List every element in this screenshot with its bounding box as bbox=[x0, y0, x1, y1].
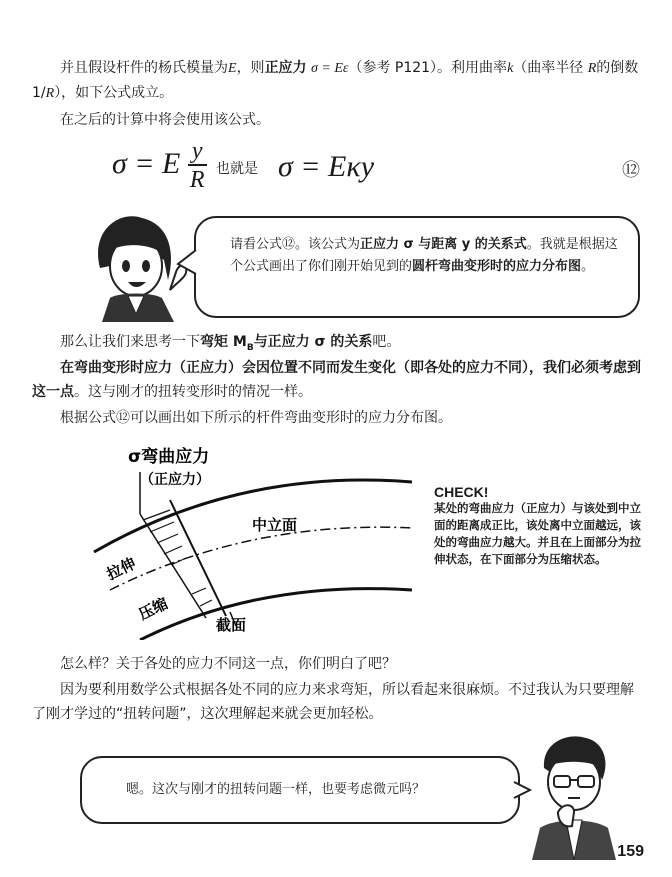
section-line bbox=[170, 500, 226, 616]
symbol-e: E bbox=[228, 61, 237, 76]
symbol-r: R bbox=[45, 86, 55, 101]
stress-distribution-diagram bbox=[60, 440, 420, 640]
student-illustration bbox=[524, 732, 620, 860]
formula-12 bbox=[112, 138, 207, 194]
fraction-numerator: y bbox=[188, 138, 207, 166]
formula-lhs: σ = E bbox=[112, 146, 181, 180]
diagram-title: σ弯曲应力 bbox=[128, 447, 210, 467]
symbol-r: R bbox=[587, 61, 597, 76]
intro-text: ，则 bbox=[236, 60, 265, 76]
para-explanation: 因为要利用数学公式根据各处不同的应力来求弯矩，所以看起来很麻烦。不过我认为只要理解了刚才学过的“扭转问题”，这次理解起来就会更加轻松。 bbox=[32, 682, 634, 722]
bubble-teacher-tail bbox=[176, 248, 198, 278]
formula-rhs: σ = Eκy bbox=[278, 150, 375, 183]
para-bold-text: 在弯曲变形时应力（正应力）会因位置不同而发生变化（即各处的应力不同），我们必须考虑到这一点 bbox=[32, 360, 641, 400]
check-title: CHECK! bbox=[434, 484, 489, 500]
para-text: 。这与刚才的扭转变形时的情况一样。 bbox=[74, 384, 312, 400]
moment-relation: 与正应力 σ 的关系 bbox=[253, 334, 373, 350]
section-label: 截面 bbox=[216, 616, 247, 634]
tension-label: 拉伸 bbox=[103, 554, 139, 584]
speech-bubble-teacher bbox=[194, 216, 640, 318]
neutral-plane-label: 中立面 bbox=[252, 516, 298, 534]
bubble-student-text: 嗯。这次与刚才的扭转问题一样，也要考虑微元吗？ bbox=[126, 782, 426, 797]
bubble-bold-part: 圆杆弯曲变形时的应力分布图 bbox=[412, 259, 582, 274]
intro-text: （曲率半径 bbox=[513, 60, 584, 76]
para-text: 吧。 bbox=[372, 334, 401, 350]
stress-formula: σ = Eε bbox=[311, 61, 349, 76]
para-question: 怎么样？关于各处的应力不同这一点，你们明白了吧？ bbox=[60, 656, 396, 672]
bubble-text-part: 请看公式⑫。该公式为 bbox=[230, 237, 361, 252]
check-text: 某处的弯曲应力（正应力）与该处到中立面的距离成正比，该处离中立面越远，该处的弯曲应力越大。并且在上面部分为拉伸状态，在下面部分为压缩状态。 bbox=[434, 501, 641, 566]
moment-subscript: B bbox=[246, 342, 254, 353]
fraction-denominator: R bbox=[189, 167, 205, 193]
intro-text: （参考 P121）。利用曲率 bbox=[348, 60, 508, 76]
compression-label: 压缩 bbox=[135, 594, 171, 624]
bubble-text-part: 。我就是根据这个公式画出了你们刚开始见到的 bbox=[230, 237, 618, 274]
symbol-k: k bbox=[507, 61, 514, 76]
para-text: 那么让我们来思考一下 bbox=[60, 334, 200, 350]
para-diagram-intro: 根据公式⑫可以画出如下所示的杆件弯曲变形时的应力分布图。 bbox=[60, 410, 452, 426]
inner-surface-arc bbox=[140, 589, 412, 640]
intro-text: 并且假设杆件的杨氏模量为 bbox=[60, 60, 228, 76]
compression-arrows bbox=[192, 588, 220, 614]
neutral-axis-arc bbox=[110, 527, 412, 590]
intro-text: 的倒数 1/ bbox=[32, 60, 639, 101]
bubble-bold-part: 正应力 σ 与距离 y 的关系式 bbox=[360, 237, 527, 252]
moment-symbol: 弯矩 M bbox=[200, 334, 247, 350]
moment-term bbox=[200, 334, 373, 353]
formula-fraction bbox=[188, 138, 207, 194]
formula-number: ⑫ bbox=[622, 160, 640, 181]
page-number: 159 bbox=[617, 843, 644, 860]
after-calc-text: 在之后的计算中将会使用该公式。 bbox=[60, 112, 270, 128]
intro-text: ），如下公式成立。 bbox=[54, 85, 174, 101]
formula-connector: 也就是 bbox=[216, 161, 258, 177]
bubble-text-part: 。 bbox=[581, 259, 595, 274]
normal-stress-term: 正应力 bbox=[264, 60, 307, 76]
para-bending-stress bbox=[32, 356, 644, 404]
intro-paragraph bbox=[32, 56, 644, 106]
bubble-teacher-text bbox=[230, 234, 620, 278]
speech-bubble-student bbox=[80, 756, 520, 824]
diagram-subtitle: （正应力） bbox=[140, 472, 210, 488]
